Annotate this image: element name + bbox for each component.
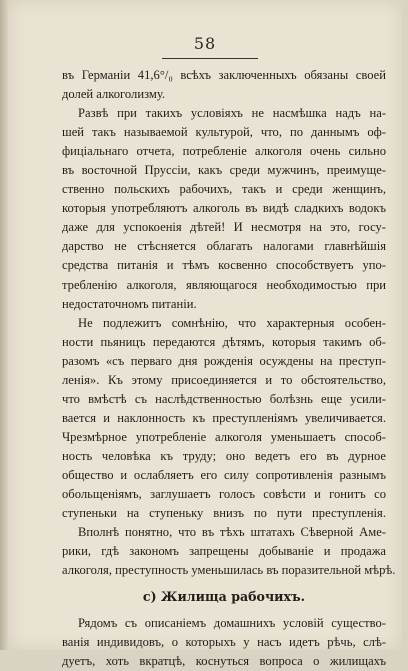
text-line: дарство не стѣсняется облагать налогами главнѣйшія	[62, 239, 386, 254]
text-line: что вмѣстѣ съ наслѣдственностью болѣзнь еще усили-	[62, 391, 386, 406]
text-line: которыя употребляютъ алкоголь въ видѣ сладкихъ водокъ	[62, 201, 386, 216]
text-line: въ восточной Пруссіи, какъ среди мужчинъ, преимуще-	[62, 163, 386, 178]
text-line: средства питанія и тѣмъ косвенно способствуетъ упо-	[62, 258, 386, 273]
book-spine-shadow	[0, 0, 8, 650]
section-heading: с) Жилища рабочихъ.	[142, 589, 306, 605]
text-line: дуетъ, хоть вкратцѣ, коснуться вопроса о жилищахъ	[62, 654, 386, 669]
text-line: общество и ослабляетъ его силу сопротивленія разнымъ	[62, 467, 386, 482]
text-line: даже для успокоенія дѣтей! И несмотря на это, госу-	[62, 220, 386, 235]
text-line: ступеньки на ступеньку внизъ по пути преступленія.	[62, 506, 386, 521]
text-line: алкоголя, преступность уменьшилась въ поразительной мѣрѣ.	[62, 563, 396, 578]
paragraphs-before-heading	[62, 66, 396, 580]
text-line: Рядомъ съ описаніемъ домашнихъ условій существо-	[78, 616, 386, 631]
text-line: въ Германіи 41,6°/₀ всѣхъ заключенныхъ обязаны своей	[62, 68, 386, 82]
page-number: 58	[193, 34, 217, 53]
text-line: ванія индивидовъ, о которыхъ у насъ идетъ рѣчь, слѣ-	[62, 635, 386, 650]
text-line: вается и наклонность къ преступленіямъ увеличивается.	[62, 410, 386, 425]
text-line: ленія». Къ этому присоединяется и то обстоятельство,	[62, 372, 386, 387]
text-line: долей алкоголизму.	[62, 87, 166, 102]
text-line: ственно польскихъ рабочихъ, такъ и среди женщинъ,	[62, 182, 386, 197]
header-rule	[162, 58, 258, 59]
text-line: Вполнѣ понятно, что въ тѣхъ штатахъ Сѣверной Аме-	[78, 525, 386, 540]
text-line: ность человѣка къ труду; оно ведетъ его въ дурное	[62, 448, 386, 463]
text-line: требленію алкоголя, являющагося необходимостью при	[62, 277, 386, 292]
text-line: Чрезмѣрное употребленіе алкоголя уменьшаетъ способ-	[62, 429, 386, 444]
text-line: недостаточномъ питаніи.	[62, 296, 197, 311]
text-line: ности пьяницъ передаются дѣтямъ, которыя такимъ об-	[62, 334, 386, 349]
text-line: фиціальнаго отчета, потребленіе алкоголя очень сильно	[62, 144, 386, 159]
text-line: обольщеніямъ, заглушаетъ голосъ совѣсти и гонитъ со	[62, 487, 386, 502]
text-line: рики, гдѣ закономъ запрещены добываніе и продажа	[62, 544, 386, 559]
text-line: шей такъ называемой культурой, что, по даннымъ оф-	[62, 125, 386, 140]
paragraphs-after-heading	[62, 614, 386, 671]
text-line: разомъ «съ перваго дня рожденія осуждены на преступ-	[62, 353, 386, 368]
body-text	[62, 66, 396, 671]
text-line: Не подлежитъ сомнѣнію, что характерныя особен-	[78, 315, 386, 330]
book-page	[8, 0, 402, 669]
text-line: Развѣ при такихъ условіяхъ не насмѣшка надъ на-	[78, 106, 386, 121]
